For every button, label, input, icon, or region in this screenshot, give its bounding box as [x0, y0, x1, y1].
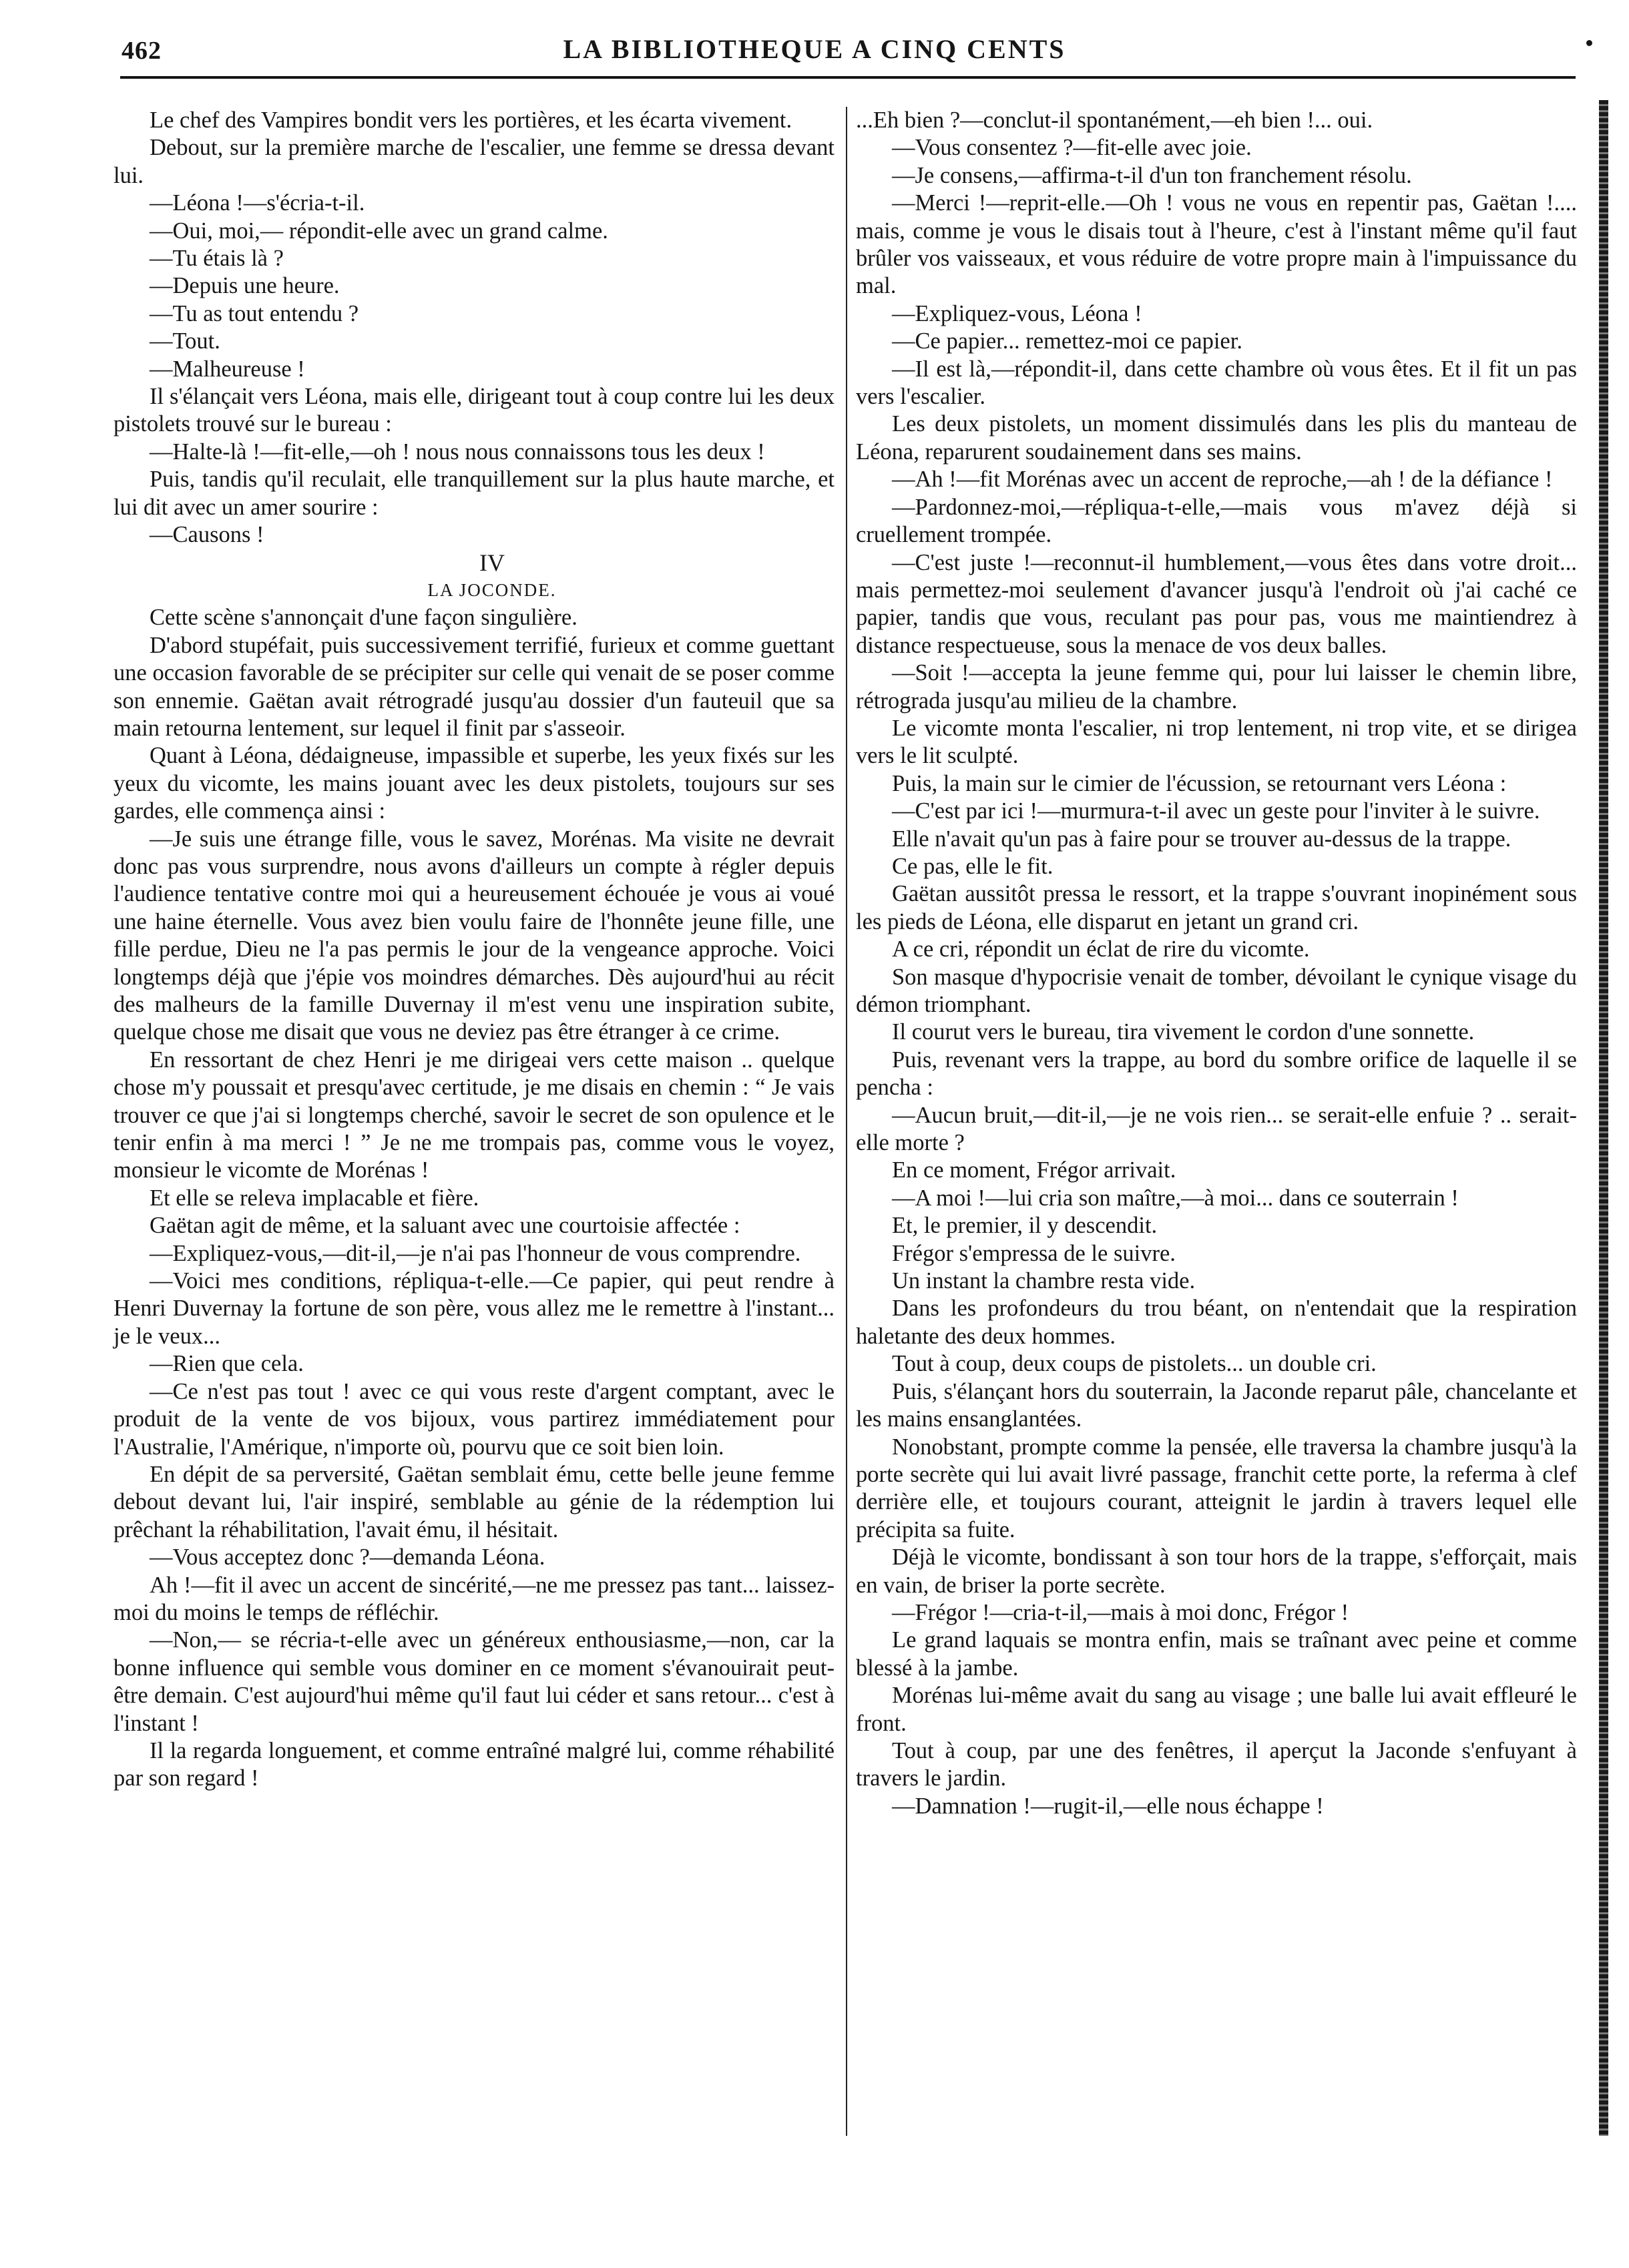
paragraph: Cette scène s'annonçait d'une façon singulière. [150, 605, 577, 631]
paragraph: —Je consens,—affirma-t-il d'un ton franchement résolu. [892, 162, 1412, 188]
chapter-number: IV [479, 549, 505, 576]
paragraph: Puis, la main sur le cimier de l'écussion, se retournant vers Léona : [892, 770, 1507, 796]
right-column [856, 107, 1577, 1820]
paragraph: —Oui, moi,— répondit-elle avec un grand calme. [150, 218, 608, 244]
paragraph: A ce cri, répondit un éclat de rire du vicomte. [892, 936, 1310, 962]
paragraph: Puis, s'élançant hors du souterrain, la Jaconde reparut pâle, chancelante et les mains ensanglantées. [856, 1378, 1577, 1432]
paragraph: —Depuis une heure. [150, 273, 340, 299]
paragraph: —Ah !—fit Morénas avec un accent de reproche,—ah ! de la défiance ! [892, 467, 1553, 493]
paragraph: —Voici mes conditions, répliqua-t-elle.—Ce papier, qui peut rendre à Henri Duvernay la fortune de son père, vous allez me le remettre à l'instant... je le veux... [113, 1268, 835, 1349]
paragraph: D'abord stupéfait, puis successivement terrifié, furieux et comme guettant une occasion favorable de se précipiter sur celle qui venait de se poser comme son ennemie. Gaëtan avait rétrogradé jusqu'au dossier d'un fauteuil que sa main retourna lentement, sur lequel il finit par s'asseoir. [113, 632, 835, 741]
paragraph: Nonobstant, prompte comme la pensée, elle traversa la chambre jusqu'à la porte secrète qui lui avait livré passage, franchit cette porte, la referma à clef derrière elle, et toujours courant, atteignit le jardin à travers lequel elle précipita sa fuite. [856, 1434, 1577, 1542]
paragraph: Elle n'avait qu'un pas à faire pour se trouver au-dessus de la trappe. [892, 826, 1511, 852]
chapter-title: LA JOCONDE. [427, 579, 557, 600]
paragraph: Gaëtan agit de même, et la saluant avec une courtoisie affectée : [150, 1213, 740, 1239]
page-number: 462 [122, 37, 162, 65]
paragraph: Et elle se releva implacable et fière. [150, 1185, 479, 1211]
paragraph: —Expliquez-vous,—dit-il,—je n'ai pas l'honneur de vous comprendre. [150, 1240, 801, 1266]
paragraph: —Merci !—reprit-elle.—Oh ! vous ne vous en repentir pas, Gaëtan !.... mais, comme je vous le disais tout à l'heure, c'est à l'instant même qu'il faut brûler vos vaisseaux, et vous réduire de votre propre main à l'impuissance du mal. [856, 190, 1577, 299]
paragraph: —Ce n'est pas tout ! avec ce qui vous reste d'argent comptant, avec le produit de la vente de vos bijoux, vous partirez immédiatement pour l'Australie, l'Amérique, n'importe où, pourvu que ce soit bien loin. [113, 1378, 835, 1460]
paragraph: —C'est par ici !—murmura-t-il avec un geste pour l'inviter à le suivre. [892, 798, 1540, 824]
paragraph: Dans les profondeurs du trou béant, on n'entendait que la respiration haletante des deux hommes. [856, 1296, 1577, 1349]
running-title: LA BIBLIOTHEQUE A CINQ CENTS [563, 34, 1066, 64]
page-edge-shadow [1599, 100, 1608, 2136]
paragraph: Gaëtan aussitôt pressa le ressort, et la trappe s'ouvrant inopinément sous les pieds de Léona, elle disparut en jetant un grand cri. [856, 881, 1577, 934]
paragraph: Déjà le vicomte, bondissant à son tour hors de la trappe, s'efforçait, mais en vain, de briser la porte secrète. [856, 1544, 1577, 1598]
paragraph: —C'est juste !—reconnut-il humblement,—vous êtes dans votre droit... mais permettez-moi seulement d'avancer jusqu'à l'endroit où j'ai caché ce papier, tandis que vous, reculant pas pour pas, vous me maintiendrez à distance respectueuse, sous la menace de vos deux balles. [856, 549, 1577, 658]
paragraph: Tout à coup, par une des fenêtres, il aperçut la Jaconde s'enfuyant à travers le jardin. [856, 1737, 1577, 1791]
paragraph: —Aucun bruit,—dit-il,—je ne vois rien... se serait-elle enfuie ? .. serait-elle morte ? [856, 1102, 1577, 1156]
paragraph: —Frégor !—cria-t-il,—mais à moi donc, Frégor ! [892, 1599, 1349, 1625]
paragraph: En dépit de sa perversité, Gaëtan semblait ému, cette belle jeune femme debout devant lui, l'air inspiré, semblable au génie de la rédemption lui prêchant la réhabilitation, l'avait ému, il hésitait. [113, 1461, 835, 1542]
left-column [113, 107, 835, 1793]
paragraph: En ressortant de chez Henri je me dirigeai vers cette maison .. quelque chose m'y poussait et presqu'avec certitude, je me disais en chemin : “ Je vais trouver ce que j'ai si longtemps cherché, savoir le secret de son opulence et le tenir enfin à ma merci ! ” Je ne me trompais pas, comme vous le voyez, monsieur le vicomte de Morénas ! [113, 1047, 835, 1183]
paragraph: —Tu étais là ? [150, 246, 284, 272]
paragraph: —Expliquez-vous, Léona ! [892, 300, 1142, 326]
column-divider [846, 107, 847, 2136]
paragraph: Puis, revenant vers la trappe, au bord du sombre orifice de laquelle il se pencha : [856, 1047, 1577, 1101]
left-column-text-before [113, 107, 835, 549]
paragraph: —Non,— se récria-t-elle avec un généreux enthousiasme,—non, car la bonne influence qui semble vous dominer en ce moment s'évanouirait peut-être demain. C'est aujourd'hui même qu'il faut lui céder et sans retour... c'est à l'instant ! [113, 1627, 835, 1736]
paragraph: Son masque d'hypocrisie venait de tomber, dévoilant le cynique visage du démon triomphant. [856, 964, 1577, 1017]
header-rule [120, 76, 1576, 79]
paragraph: —Soit !—accepta la jeune femme qui, pour lui laisser le chemin libre, rétrograda jusqu'au milieu de la chambre. [856, 660, 1577, 714]
paragraph: —Malheureuse ! [150, 356, 305, 382]
paragraph: —Damnation !—rugit-il,—elle nous échappe ! [892, 1793, 1324, 1819]
ink-dot [1586, 40, 1592, 46]
paragraph: Tout à coup, deux coups de pistolets... un double cri. [892, 1351, 1377, 1377]
left-column-text-after [113, 604, 835, 1792]
paragraph: Ce pas, elle le fit. [892, 853, 1054, 879]
paragraph: Ah !—fit il avec un accent de sincérité,—ne me pressez pas tant... laissez-moi du moins le temps de réfléchir. [113, 1572, 835, 1625]
paragraph: —Léona !—s'écria-t-il. [150, 190, 365, 216]
right-column-text [856, 107, 1577, 1820]
paragraph: —Tout. [150, 328, 220, 354]
paragraph: —Rien que cela. [150, 1351, 304, 1377]
paragraph: Quant à Léona, dédaigneuse, impassible et superbe, les yeux fixés sur les yeux du vicomte, les mains jouant avec les deux pistolets, toujours sur ses gardes, elle commença ainsi : [113, 743, 835, 824]
paragraph: Le grand laquais se montra enfin, mais se traînant avec peine et comme blessé à la jambe. [856, 1627, 1577, 1681]
paragraph: Puis, tandis qu'il reculait, elle tranquillement sur la plus haute marche, et lui dit avec un amer sourire : [113, 467, 835, 520]
paragraph: —Tu as tout entendu ? [150, 300, 359, 326]
paragraph: —Pardonnez-moi,—répliqua-t-elle,—mais vous m'avez déjà si cruellement trompée. [856, 494, 1577, 548]
paragraph: Et, le premier, il y descendit. [892, 1213, 1158, 1239]
paragraph: —Vous consentez ?—fit-elle avec joie. [892, 135, 1252, 161]
paragraph: —Ce papier... remettez-moi ce papier. [892, 328, 1242, 354]
paragraph: Debout, sur la première marche de l'escalier, une femme se dressa devant lui. [113, 135, 835, 188]
paragraph: —Causons ! [150, 522, 264, 548]
paragraph: Il la regarda longuement, et comme entraîné malgré lui, comme réhabilité par son regard ! [113, 1737, 835, 1791]
paragraph: Frégor s'empressa de le suivre. [892, 1240, 1176, 1266]
paragraph: —Vous acceptez donc ?—demanda Léona. [150, 1544, 545, 1571]
paragraph: Il s'élançait vers Léona, mais elle, dirigeant tout à coup contre lui les deux pistolets trouvé sur le bureau : [113, 384, 835, 437]
paragraph: En ce moment, Frégor arrivait. [892, 1157, 1176, 1183]
paragraph: ...Eh bien ?—conclut-il spontanément,—eh bien !... oui. [856, 107, 1373, 133]
paragraph: —Je suis une étrange fille, vous le savez, Morénas. Ma visite ne devrait donc pas vous surprendre, nous avons d'ailleurs un compte à régler depuis l'audience tentative contre moi qui a heureusement échouée je vous ai voué une haine éternelle. Vous avez bien voulu faire de l'honnête jeune fille, une fille perdue, Dieu ne l'a pas permis le jour de la vengeance approche. Voici longtemps déjà que j'épie vos moindres démarches. Dès aujourd'hui au récit des malheurs de la famille Duvernay il m'est venu une inspiration subite, quelque chose me disait que vous ne deviez pas être étranger à ce crime. [113, 826, 835, 1045]
paragraph: —Il est là,—répondit-il, dans cette chambre où vous êtes. Et il fit un pas vers l'escalier. [856, 356, 1577, 410]
paragraph: Un instant la chambre resta vide. [892, 1268, 1196, 1294]
paragraph: Le chef des Vampires bondit vers les portières, et les écarta vivement. [150, 107, 792, 133]
paragraph: Le vicomte monta l'escalier, ni trop lentement, ni trop vite, et se dirigea vers le lit sculpté. [856, 715, 1577, 769]
paragraph: —A moi !—lui cria son maître,—à moi... dans ce souterrain ! [892, 1185, 1459, 1211]
paragraph: Les deux pistolets, un moment dissimulés dans les plis du manteau de Léona, reparurent soudainement dans ses mains. [856, 411, 1577, 465]
paragraph: Morénas lui-même avait du sang au visage ; une balle lui avait effleuré le front. [856, 1683, 1577, 1736]
paragraph: Il courut vers le bureau, tira vivement le cordon d'une sonnette. [892, 1019, 1475, 1045]
paragraph: —Halte-là !—fit-elle,—oh ! nous nous connaissons tous les deux ! [150, 439, 765, 465]
